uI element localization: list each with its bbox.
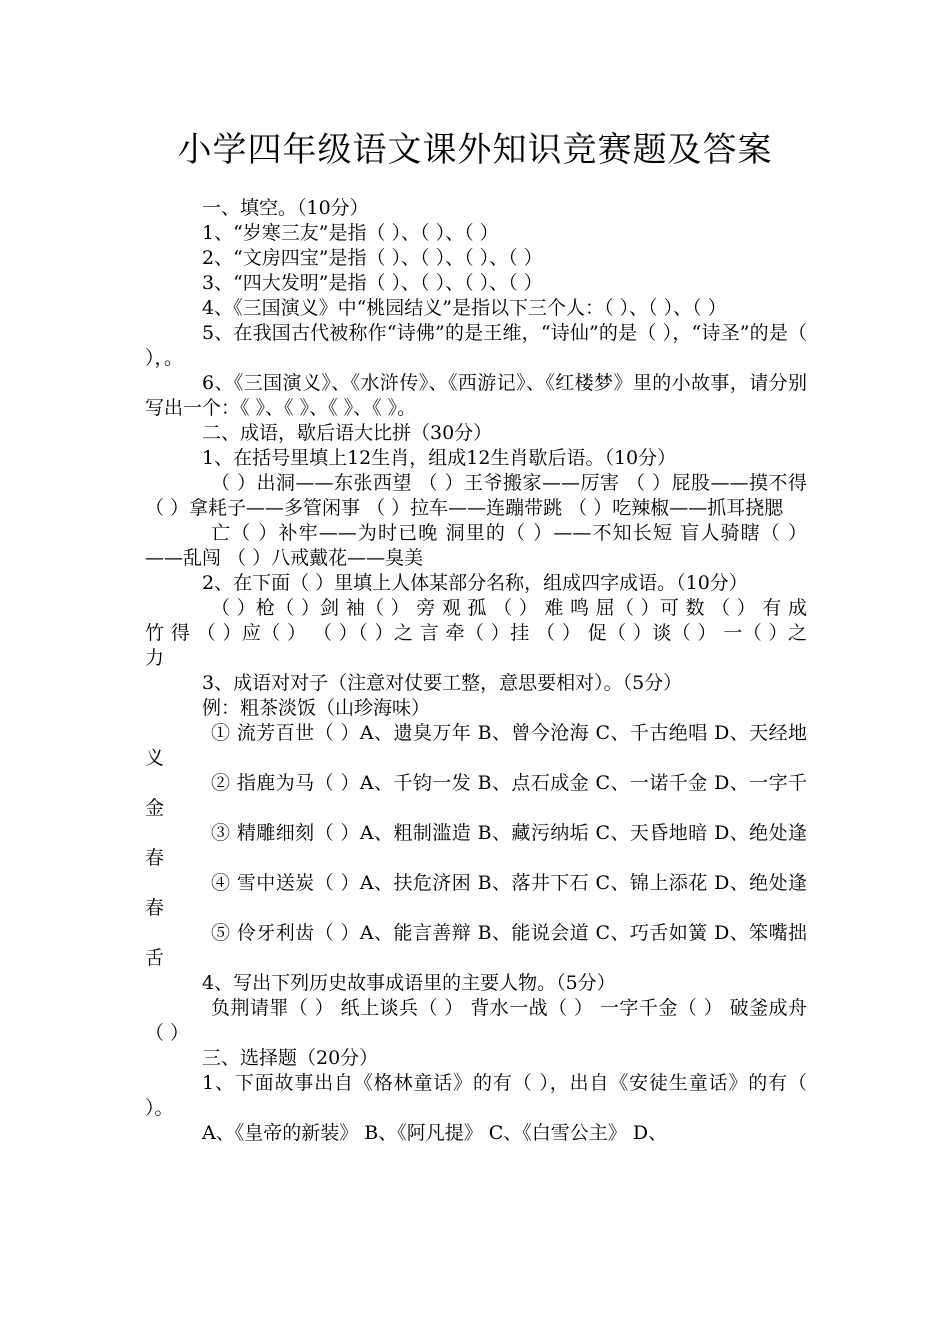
zodiac-sayings-line-1: （ ）出洞——东张西望 （ ）王爷搬家——厉害 （ ）屁股——摸不得 （ ）拿耗子——多管闲事 （ ）拉车——连蹦带跳 （ ）吃辣椒——抓耳挠腮 [145, 472, 807, 519]
question-2-1: 1、在括号里填上12生肖，组成12生肖歇后语。（10分） [202, 447, 677, 469]
question-2-3: 3、成语对对子（注意对仗要工整，意思要相对）。（5分） [202, 672, 683, 694]
section-heading-fill-blank: 一、填空。（10分） [202, 197, 369, 219]
question-1-4: 4、《三国演义》中“桃园结义”是指以下三个人：（ ）、（ ）、（ ） [202, 297, 727, 319]
historical-idioms: 负荆请罪（ ） 纸上谈兵（ ） 背水一战（ ） 一字千金（ ） 破釜成舟（ ） [145, 997, 807, 1044]
question-2-4: 4、写出下列历史故事成语里的主要人物。（5分） [202, 972, 616, 994]
example-line: 例：粗茶淡饭（山珍海味） [202, 697, 431, 719]
question-3-1: 1、下面故事出自《格林童话》的有（ ），出自《安徒生童话》的有（ ）。 [145, 1072, 807, 1119]
document-body [145, 196, 807, 1146]
question-1-5: 5、在我国古代被称作“诗佛”的是王维，“诗仙”的是（ ），“诗圣”的是（ ），。 [145, 322, 807, 369]
choice-item-5: ⑤ 伶牙利齿（ ）A、能言善辩 B、能说会道 C、巧舌如簧 D、笨嘴拙舌 [145, 922, 807, 969]
question-1-3: 3、“四大发明”是指（ ）、（ ）、（ ）、（ ） [202, 272, 543, 294]
question-1-6: 6、《三国演义》、《水浒传》、《西游记》、《红楼梦》里的小故事，请分别写出一个：《 》、《 》、《 》、《 》。 [145, 372, 807, 419]
question-1-1: 1、“岁寒三友”是指（ ）、（ ）、（ ） [202, 222, 499, 244]
body-part-idioms: （ ）枪（ ）剑 袖（ ） 旁 观 孤 （ ） 难 鸣 屈（ ）可 数 （ ） 有 成 竹 得 （ ）应（ ） （ ）（ ）之 言 牵（ ）挂 （ ） 促（ ）谈（ ） 一（ ）之 力 [145, 597, 807, 669]
choice-item-4: ④ 雪中送炭（ ）A、扶危济困 B、落井下石 C、锦上添花 D、绝处逢春 [145, 872, 807, 919]
question-2-2: 2、在下面（ ）里填上人体某部分名称，组成四字成语。（10分） [202, 572, 748, 594]
section-heading-idioms: 二、成语，歇后语大比拼（30分） [202, 422, 493, 444]
choice-item-2: ② 指鹿为马（ ）A、千钧一发 B、点石成金 C、一诺千金 D、一字千金 [145, 772, 807, 819]
choice-item-1: ① 流芳百世（ ）A、遗臭万年 B、曾今沧海 C、千古绝唱 D、天经地义 [145, 722, 807, 769]
zodiac-sayings-line-2: 亡（ ）补牢——为时已晚 洞里的（ ）——不知长短 盲人骑瞎（ ）——乱闯 （ ）八戒戴花——臭美 [145, 522, 807, 569]
section-heading-choice: 三、选择题（20分） [202, 1047, 379, 1069]
question-3-1-options: A、《皇帝的新装》 B、《阿凡提》 C、《白雪公主》 D、 [202, 1122, 668, 1144]
choice-item-3: ③ 精雕细刻（ ）A、粗制滥造 B、藏污纳垢 C、天昏地暗 D、绝处逢春 [145, 822, 807, 869]
document-title: 小学四年级语文课外知识竞赛题及答案 [177, 130, 773, 170]
question-1-2: 2、“文房四宝”是指（ ）、（ ）、（ ）、（ ） [202, 247, 543, 269]
